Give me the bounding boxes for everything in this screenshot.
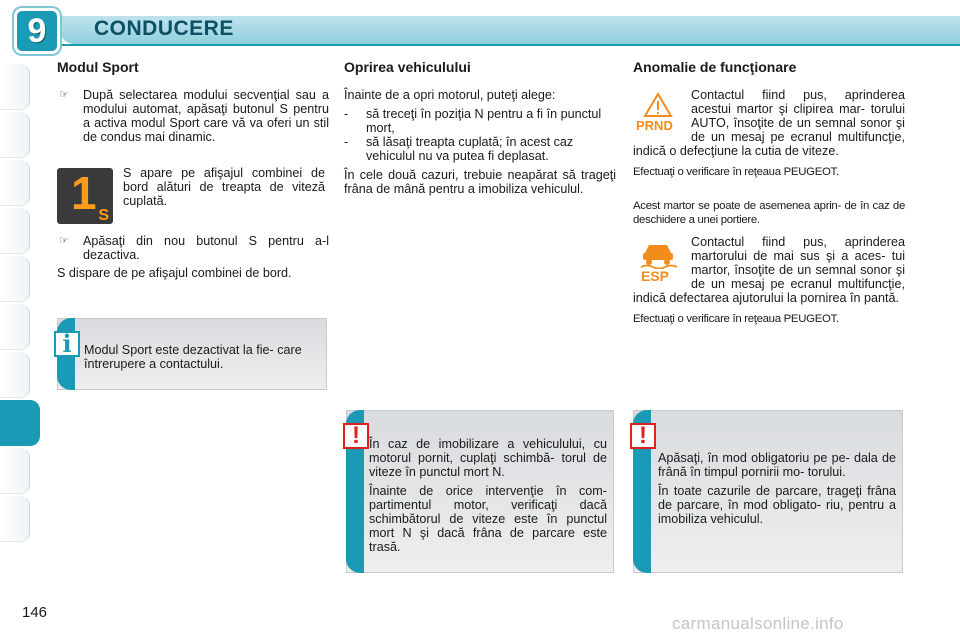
instruction-bullet [57,234,329,262]
instruction-bullet [57,88,329,144]
warning-text: Contactul fiind pus, aprinderea acestui martor şi clipirea mar- torului AUTO, însoţite de un semnal sonor şi de un mesaj pe ecranul multifuncţie, indică o defecţiune la cutia de viteze. [633,88,905,158]
warning-text: În caz de imobilizare a vehiculului, cu motorul pornit, cuplaţi schimbă- torul de viteze în punctul mort N. Înainte de orice intervenţie în com- partimentul motor, verificaţi dacă schimbătorul de viteze este în punctul mort N şi dacă frâna de parcare este trasă. [369,437,607,554]
paragraph: În cele două cazuri, trebuie neapărat să trageţi frâna de mână pentru a imobiliza vehiculul. [344,168,616,196]
bullet-text: Apăsaţi din nou butonul S pentru a-l dezactiva. [83,234,329,262]
chapter-tab[interactable] [0,304,30,350]
warning-icon: ! [630,423,656,449]
malfunction-section [633,60,905,331]
pointer-icon: ☞ [59,235,69,247]
list-item: - să treceţi în poziţia N pentru a fi în punctul mort, [344,107,602,135]
chapter-tab[interactable] [0,208,30,254]
esp-warning-icon: ESP [633,239,683,287]
chapter-tab[interactable] [0,496,30,542]
chapter-tabs [0,64,34,544]
sport-indicator-icon: 1 S [57,168,113,224]
section-heading: Anomalie de funcţionare [633,59,797,75]
paragraph: S dispare de pe afişajul combinei de bord. [57,266,292,280]
pointer-icon: ☞ [59,89,69,101]
info-icon: i [54,331,80,357]
warning-text: Apăsaţi, în mod obligatoriu pe pe- dala de frână în timpul pornirii mo- torului. În toate cazurile de parcare, trageţi frâna de parcare, în mod obligato- riu, pentru a imobiliza vehiculul. [658,451,896,526]
chapter-tab[interactable] [0,256,30,302]
check-text: Efectuaţi o verificare în reţeaua PEUGEOT. [633,313,839,325]
warning-text: Contactul fiind pus, aprinderea martorului de mai sus şi a aces- tui martor, însoţite de un semnal sonor şi de un mesaj pe ecranul multifuncţie, indică defectarea ajutorului la pornirea în pantă. [633,235,905,305]
chapter-tab-active[interactable] [0,400,40,446]
stopping-section [344,60,616,201]
page-title: CONDUCERE [94,17,234,40]
watermark: carmanualsonline.info [672,614,844,633]
header-rule [60,44,960,46]
note-text: Acest martor se poate de asemenea aprin- de în caz de deschidere a unei portiere. [633,200,905,226]
indicator-row [57,166,329,224]
gearbox-warning-row [633,88,905,163]
info-box [57,318,327,390]
page-number: 146 [22,604,48,621]
list-item: - să lăsaţi treapta cuplată; în acest caz vehiculul nu va putea fi deplasat. [344,135,574,163]
bullet-text: După selectarea modului secvenţial sau a modului automat, apăsaţi butonul S pentru a activa modul Sport care vă va oferi un stil de condus mai dinamic. [83,88,329,144]
check-text: Efectuaţi o verificare în reţeaua PEUGEOT. [633,166,839,178]
warning-icon: ! [343,423,369,449]
sport-mode-section [57,60,329,285]
section-heading: Oprirea vehiculului [344,59,471,75]
gearbox-warning-icon: PRND [633,92,683,138]
esp-warning-row [633,235,905,310]
warning-box-brake [633,410,903,573]
chapter-tab[interactable] [0,448,30,494]
chapter-tab[interactable] [0,112,30,158]
info-text: Modul Sport este dezactivat la fie- care întrerupere a contactului. [84,343,302,371]
chapter-number: 9 [27,12,47,50]
chapter-tab[interactable] [0,160,30,206]
warning-box-neutral [346,410,614,573]
chapter-tab[interactable] [0,64,30,110]
chapter-tab[interactable] [0,352,30,398]
paragraph: Înainte de a opri motorul, puteţi alege: [344,88,556,102]
chapter-badge [14,8,60,54]
section-heading: Modul Sport [57,59,139,75]
indicator-text: S apare pe afişajul combinei de bord alături de treapta de viteză cuplată. [123,166,325,208]
